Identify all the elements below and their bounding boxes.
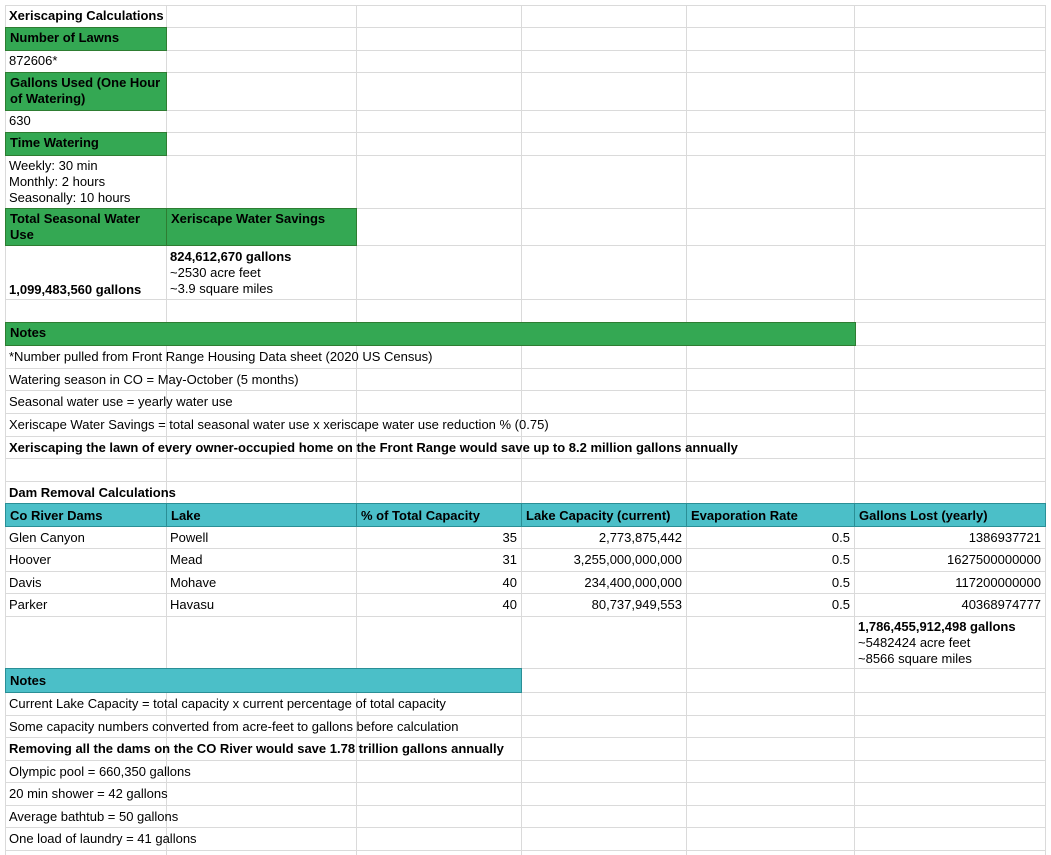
savings-square-miles: ~3.9 square miles [170, 281, 273, 296]
lake-capacity-cell[interactable]: 234,400,000,000 [584, 575, 682, 590]
lake-cell[interactable]: Havasu [170, 597, 215, 612]
evaporation-cell[interactable]: 0.5 [831, 575, 850, 590]
dam-notes-label[interactable]: Notes [5, 668, 522, 693]
dam-name-cell[interactable]: Glen Canyon [9, 530, 85, 545]
dam-name-cell[interactable]: Hoover [9, 552, 51, 567]
dam-note[interactable]: Current Lake Capacity = total capacity x current percentage of total capacity [9, 696, 446, 711]
savings-acre-feet: ~2530 acre feet [170, 265, 261, 280]
gallons-lost-cell[interactable]: 117200000000 [955, 575, 1041, 590]
time-label[interactable]: Time Watering [5, 132, 167, 156]
lake-cell[interactable]: Powell [170, 530, 209, 545]
grid-row-line [5, 299, 1046, 300]
xeri-note[interactable]: Watering season in CO = May-October (5 months) [9, 372, 299, 387]
comparison-item[interactable]: Average bathtub = 50 gallons [9, 809, 179, 824]
capacity-pct-cell[interactable]: 40 [502, 597, 517, 612]
xeri-note[interactable]: *Number pulled from Front Range Housing Data sheet (2020 US Census) [9, 349, 433, 364]
evaporation-cell[interactable]: 0.5 [831, 597, 850, 612]
lake-cell[interactable]: Mohave [170, 575, 217, 590]
dam-total-square-miles: ~8566 square miles [858, 651, 972, 666]
dam-title[interactable]: Dam Removal Calculations [9, 485, 176, 500]
gallons-lost-cell[interactable]: 1386937721 [968, 530, 1041, 545]
evaporation-cell[interactable]: 0.5 [831, 530, 850, 545]
capacity-pct-cell[interactable]: 35 [502, 530, 517, 545]
dam-col-header[interactable]: Co River Dams [5, 503, 167, 527]
grid-row-line [5, 850, 1046, 851]
gallons-label[interactable]: Gallons Used (One Hour of Watering) [5, 72, 167, 111]
dam-col-header[interactable]: Evaporation Rate [686, 503, 855, 527]
savings-value[interactable] [166, 247, 356, 299]
gallons-value[interactable]: 630 [9, 113, 31, 128]
dam-col-header[interactable]: Lake Capacity (current) [521, 503, 687, 527]
dam-name-cell[interactable]: Parker [9, 597, 48, 612]
xeri-note[interactable]: Seasonal water use = yearly water use [9, 394, 233, 409]
xeriscaping-title[interactable]: Xeriscaping Calculations [9, 8, 164, 23]
xeri-note[interactable]: Xeriscape Water Savings = total seasonal water use x xeriscape water use reduction % (0.75) [9, 417, 549, 432]
comparison-item[interactable]: 20 min shower = 42 gallons [9, 786, 168, 801]
dam-name-cell[interactable]: Davis [9, 575, 42, 590]
time-seasonally: Seasonally: 10 hours [9, 190, 131, 205]
dam-total-value[interactable] [854, 617, 1045, 668]
lake-capacity-cell[interactable]: 80,737,949,553 [591, 597, 682, 612]
gallons-lost-cell[interactable]: 40368974777 [961, 597, 1041, 612]
comparison-item[interactable]: One load of laundry = 41 gallons [9, 831, 197, 846]
time-monthly: Monthly: 2 hours [9, 174, 106, 189]
capacity-pct-cell[interactable]: 40 [502, 575, 517, 590]
lake-cell[interactable]: Mead [170, 552, 203, 567]
total-use-value[interactable]: 1,099,483,560 gallons [9, 282, 142, 297]
lake-capacity-cell[interactable]: 3,255,000,000,000 [573, 552, 682, 567]
lawns-label[interactable]: Number of Lawns [5, 27, 167, 51]
time-value[interactable] [5, 156, 166, 208]
grid-row-line [5, 458, 1046, 459]
savings-label[interactable]: Xeriscape Water Savings [166, 208, 357, 246]
savings-gallons: 824,612,670 gallons [170, 249, 292, 264]
comparison-item[interactable]: Olympic pool = 660,350 gallons [9, 764, 191, 779]
lake-capacity-cell[interactable]: 2,773,875,442 [598, 530, 682, 545]
dam-col-header[interactable]: % of Total Capacity [356, 503, 522, 527]
lawns-value[interactable]: 872606* [9, 53, 58, 68]
dam-conclusion[interactable]: Removing all the dams on the CO River would save 1.78 trillion gallons annually [9, 741, 504, 756]
xeri-notes-label[interactable]: Notes [5, 322, 856, 346]
dam-total-gallons: 1,786,455,912,498 gallons [858, 619, 1016, 634]
dam-col-header[interactable]: Lake [166, 503, 357, 527]
dam-note[interactable]: Some capacity numbers converted from acre-feet to gallons before calculation [9, 719, 459, 734]
dam-col-header[interactable]: Gallons Lost (yearly) [854, 503, 1046, 527]
dam-total-acre-feet: ~5482424 acre feet [858, 635, 971, 650]
time-weekly: Weekly: 30 min [9, 158, 98, 173]
capacity-pct-cell[interactable]: 31 [502, 552, 517, 567]
total-use-label[interactable]: Total Seasonal Water Use [5, 208, 167, 246]
xeri-conclusion[interactable]: Xeriscaping the lawn of every owner-occupied home on the Front Range would save up to 8.2 million gallons annually [9, 440, 738, 455]
evaporation-cell[interactable]: 0.5 [831, 552, 850, 567]
gallons-lost-cell[interactable]: 1627500000000 [947, 552, 1041, 567]
